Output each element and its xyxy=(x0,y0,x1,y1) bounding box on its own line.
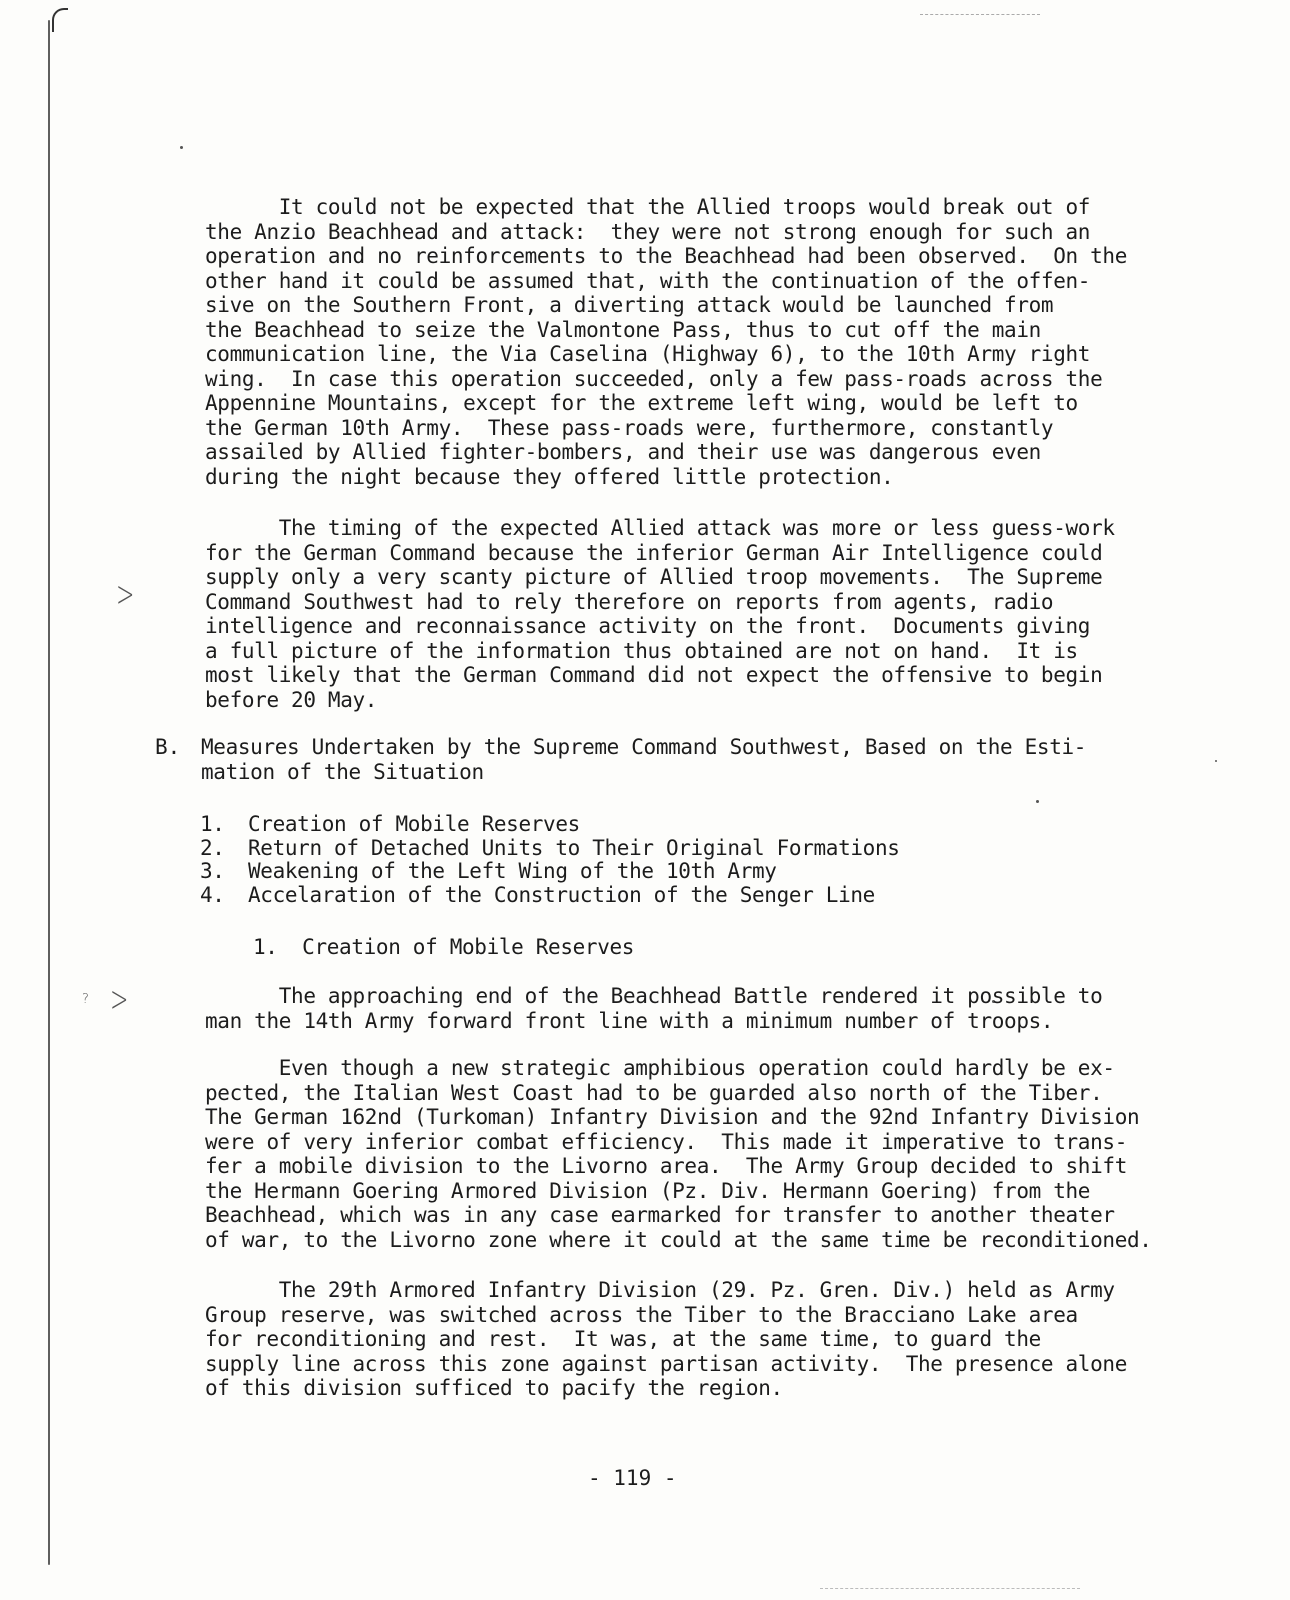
paragraph-line: the Hermann Goering Armored Division (Pz. Div. Hermann Goering) from the xyxy=(205,1178,1091,1203)
list-item-text: Accelaration of the Construction of the Senger Line xyxy=(248,882,875,907)
paragraph-line: of war, to the Livorno zone where it could at the same time be reconditioned. xyxy=(205,1227,1152,1252)
measures-list xyxy=(200,813,900,907)
paragraph-5 xyxy=(205,1278,1165,1401)
list-item-number: 1. xyxy=(200,812,225,836)
paragraph-line: The 29th Armored Infantry Division (29. Pz. Gren. Div.) held as Army xyxy=(205,1278,1115,1302)
paragraph-line: operation and no reinforcements to the Beachhead had been observed. On the xyxy=(205,244,1127,268)
paragraph-line: sive on the Southern Front, a diverting attack would be launched from xyxy=(205,293,1054,317)
margin-mark-question: ? xyxy=(82,992,89,1007)
bottom-scan-artifact xyxy=(820,1588,1080,1589)
paragraph-line: Beachhead, which was in any case earmarked for transfer to another theater xyxy=(205,1203,1115,1227)
margin-mark-1: > xyxy=(116,575,135,616)
section-b-heading xyxy=(155,735,1115,784)
page-number: - 119 - xyxy=(588,1466,677,1490)
paragraph-line: Appennine Mountains, except for the extreme left wing, would be left to xyxy=(205,391,1078,415)
paragraph-1 xyxy=(205,195,1165,489)
list-item-text: Creation of Mobile Reserves xyxy=(248,812,580,836)
list-item-number: 2. xyxy=(200,835,225,860)
list-item xyxy=(200,884,900,908)
paragraph-line: before 20 May. xyxy=(205,687,378,712)
paragraph-line: were of very inferior combat efficiency. This made it imperative to trans- xyxy=(205,1129,1127,1154)
list-item-number: 4. xyxy=(200,882,225,907)
list-item-number: 3. xyxy=(200,859,225,883)
paragraph-line: The approaching end of the Beachhead Battle rendered it possible to xyxy=(205,984,1103,1008)
paragraph-line: for the German Command because the inferior German Air Intelligence could xyxy=(205,540,1103,565)
paragraph-line: Even though a new strategic amphibious operation could hardly be ex- xyxy=(205,1056,1115,1080)
list-item-text: Weakening of the Left Wing of the 10th Army xyxy=(248,859,777,883)
paragraph-line: the Beachhead to seize the Valmontone Pass, thus to cut off the main xyxy=(205,317,1041,342)
scan-speck xyxy=(180,146,183,149)
paragraph-line: the German 10th Army. These pass-roads were, furthermore, constantly xyxy=(205,415,1054,440)
top-scan-artifact xyxy=(920,14,1040,15)
paragraph-2 xyxy=(205,516,1165,712)
paragraph-line: intelligence and reconnaissance activity on the front. Documents giving xyxy=(205,614,1091,638)
margin-mark-2: > xyxy=(110,980,129,1021)
page-left-edge xyxy=(48,20,50,1565)
list-item-text: Return of Detached Units to Their Original Formations xyxy=(248,835,900,860)
paragraph-line: It could not be expected that the Allied troops would break out of xyxy=(205,195,1091,219)
paragraph-line: The timing of the expected Allied attack was more or less guess-work xyxy=(205,516,1115,540)
paragraph-line: Group reserve, was switched across the Tiber to the Bracciano Lake area xyxy=(205,1302,1078,1327)
section-label: B. xyxy=(155,735,181,759)
paragraph-line: of this division sufficed to pacify the region. xyxy=(205,1376,783,1400)
scan-speck xyxy=(1036,800,1039,803)
paragraph-line: for reconditioning and rest. It was, at the same time, to guard the xyxy=(205,1327,1041,1351)
list-item xyxy=(200,837,900,861)
paragraph-line: Command Southwest had to rely therefore on reports from agents, radio xyxy=(205,589,1054,614)
paragraph-line: wing. In case this operation succeeded, only a few pass-roads across the xyxy=(205,366,1103,391)
paragraph-line: communication line, the Via Caselina (Highway 6), to the 10th Army right xyxy=(205,342,1091,366)
section-heading-line: mation of the Situation xyxy=(201,759,484,784)
section-heading-line: Measures Undertaken by the Supreme Command Southwest, Based on the Esti- xyxy=(201,735,1087,759)
paragraph-line: assailed by Allied fighter-bombers, and their use was dangerous even xyxy=(205,440,1041,464)
paragraph-line: pected, the Italian West Coast had to be guarded also north of the Tiber. xyxy=(205,1080,1103,1105)
subsection-heading: 1. Creation of Mobile Reserves xyxy=(253,935,635,959)
paragraph-line: supply only a very scanty picture of Allied troop movements. The Supreme xyxy=(205,565,1103,589)
paragraph-line: man the 14th Army forward front line with a minimum number of troops. xyxy=(205,1008,1054,1033)
paragraph-line: most likely that the German Command did not expect the offensive to begin xyxy=(205,663,1103,687)
paragraph-line: during the night because they offered little protection. xyxy=(205,464,894,489)
page-corner-mark xyxy=(52,8,68,32)
list-item xyxy=(200,860,900,884)
paragraph-line: a full picture of the information thus obtained are not on hand. It is xyxy=(205,638,1078,663)
paragraph-3 xyxy=(205,984,1165,1033)
paragraph-line: fer a mobile division to the Livorno area. The Army Group decided to shift xyxy=(205,1154,1127,1178)
list-item xyxy=(200,813,900,837)
paragraph-line: The German 162nd (Turkoman) Infantry Division and the 92nd Infantry Division xyxy=(205,1105,1140,1129)
paragraph-line: other hand it could be assumed that, with the continuation of the offen- xyxy=(205,268,1091,293)
paragraph-line: the Anzio Beachhead and attack: they were not strong enough for such an xyxy=(205,219,1091,244)
paragraph-4 xyxy=(205,1056,1165,1252)
scan-speck xyxy=(1215,760,1217,762)
paragraph-line: supply line across this zone against partisan activity. The presence alone xyxy=(205,1351,1127,1376)
